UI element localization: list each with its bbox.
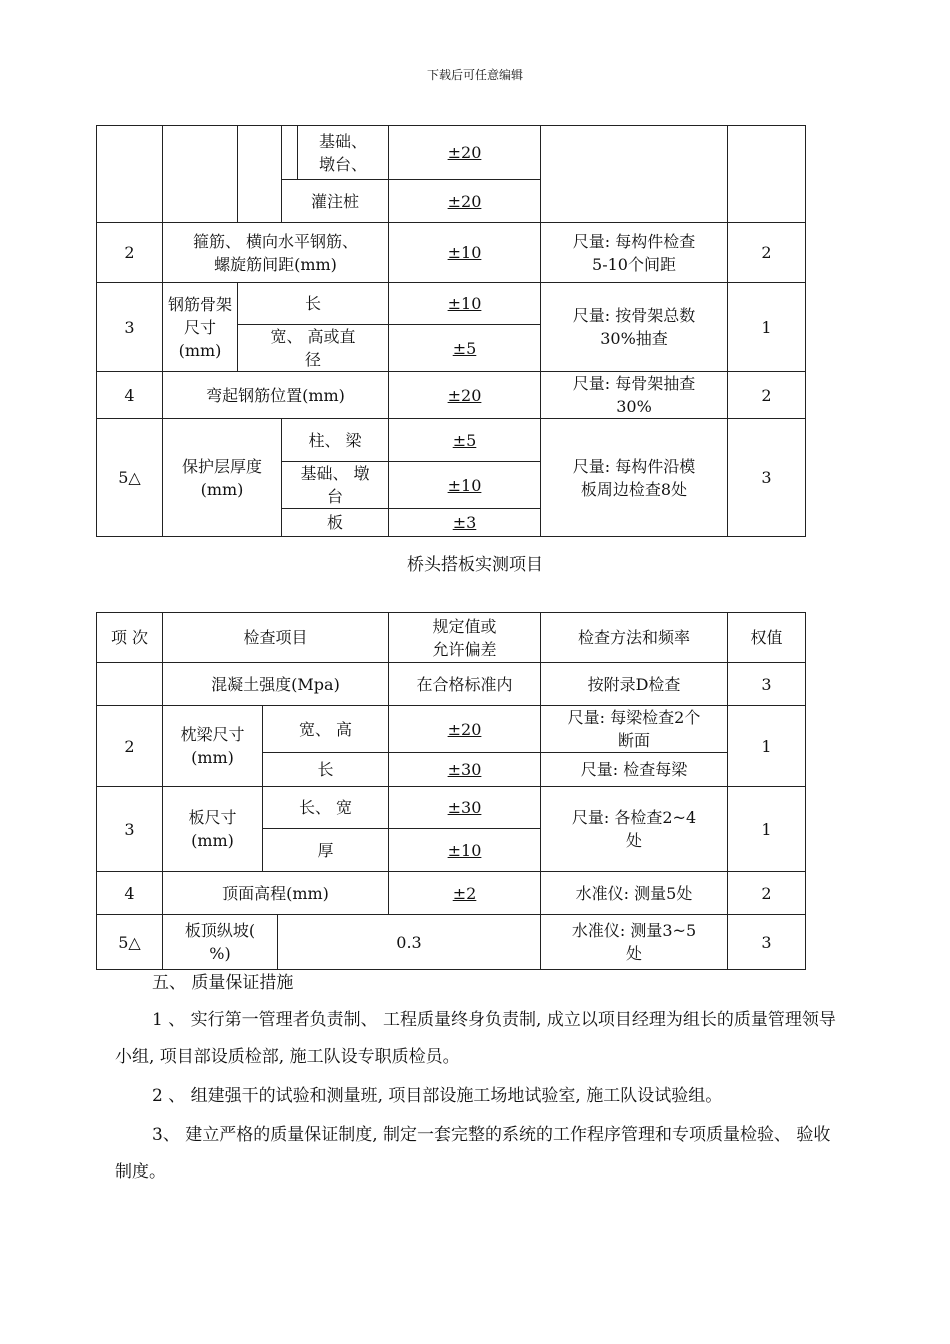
table-cell: ±10 <box>389 829 541 872</box>
table-cell: 宽、 高或直 径 <box>238 325 389 372</box>
table-cell: 厚 <box>263 829 389 872</box>
table-cell: 1 <box>728 283 806 372</box>
table-cell: 长 <box>263 753 389 787</box>
table-cell: 基础、 墩台、 <box>298 126 389 180</box>
table-cell: ±20 <box>389 372 541 419</box>
table-cell: 箍筋、 横向水平钢筋、 螺旋筋间距(mm) <box>163 223 389 283</box>
paragraph: 2 、 组建强干的试验和测量班, 项目部设施工场地试验室, 施工队设试验组。 <box>152 1086 723 1106</box>
table-cell: ±10 <box>389 223 541 283</box>
table-cell: 柱、 梁 <box>282 419 389 462</box>
table-cell: 3 <box>97 283 163 372</box>
table-cell: ±20 <box>389 126 541 180</box>
table-cell: 灌注桩 <box>282 180 389 223</box>
table-cell: ±10 <box>389 283 541 325</box>
table-cell: 板 <box>282 509 389 537</box>
table-cell: 水准仪: 测量3~5 处 <box>541 915 728 970</box>
table-title: 桥头搭板实测项目 <box>407 555 543 575</box>
table-cell: 钢筋骨架 尺寸 (mm) <box>163 283 238 372</box>
table-cell: ±2 <box>389 872 541 915</box>
table-cell: 顶面高程(mm) <box>163 872 389 915</box>
table-cell: 2 <box>728 372 806 419</box>
table-cell: ±20 <box>389 706 541 753</box>
table-cell: 4 <box>97 372 163 419</box>
table-cell: 尺量: 每构件检查 5-10个间距 <box>541 223 728 283</box>
table-cell: 1 <box>728 706 806 787</box>
table-cell: 保护层厚度 (mm) <box>163 419 282 537</box>
rebar-table <box>96 125 806 537</box>
table-cell: 基础、 墩 台 <box>282 462 389 509</box>
table-cell: 3 <box>97 787 163 872</box>
table-cell: 1 <box>728 787 806 872</box>
table-cell: ±30 <box>389 787 541 829</box>
table-cell: 5△ <box>97 419 163 537</box>
table-cell: 混凝土强度(Mpa) <box>163 663 389 706</box>
table-cell: 0.3 <box>278 915 541 970</box>
table-cell: 水准仪: 测量5处 <box>541 872 728 915</box>
table-cell: 尺量: 每骨架抽查 30% <box>541 372 728 419</box>
table-cell: 3 <box>728 915 806 970</box>
table-cell: 尺量: 按骨架总数 30%抽查 <box>541 283 728 372</box>
table-cell: 在合格标准内 <box>389 663 541 706</box>
table-cell <box>541 126 728 223</box>
table-cell: 3 <box>728 663 806 706</box>
table-cell <box>97 126 163 223</box>
paragraph: 1 、 实行第一管理者负责制、 工程质量终身负责制, 成立以项目经理为组长的质量管理领导小组, 项目部设质检部, 施工队设专职质检员。 <box>115 1010 836 1067</box>
table-cell: 2 <box>97 706 163 787</box>
table-cell: 尺量: 各检查2~4 处 <box>541 787 728 872</box>
table-cell: ±3 <box>389 509 541 537</box>
table-cell: 按附录D检查 <box>541 663 728 706</box>
table-cell: 板顶纵坡( %) <box>163 915 278 970</box>
table-header-cell: 检查项目 <box>163 613 389 663</box>
table-cell: 宽、 高 <box>263 706 389 753</box>
table-cell: 长、 宽 <box>263 787 389 829</box>
table-cell: 弯起钢筋位置(mm) <box>163 372 389 419</box>
table-header-cell: 权值 <box>728 613 806 663</box>
table-cell <box>238 126 282 223</box>
table-cell: 4 <box>97 872 163 915</box>
table-header-cell: 项 次 <box>97 613 163 663</box>
table-cell <box>97 663 163 706</box>
table-cell: 板尺寸 (mm) <box>163 787 263 872</box>
table-cell: 2 <box>97 223 163 283</box>
approach-slab-table <box>96 612 806 970</box>
table-cell: 3 <box>728 419 806 537</box>
table-cell: ±10 <box>389 462 541 509</box>
table-cell: ±30 <box>389 753 541 787</box>
table-cell: 尺量: 检查每梁 <box>541 753 728 787</box>
section-heading: 五、 质量保证措施 <box>152 973 294 993</box>
table-cell: 5△ <box>97 915 163 970</box>
table-cell <box>163 126 238 223</box>
table-cell: ±5 <box>389 419 541 462</box>
table-cell: 2 <box>728 223 806 283</box>
table-cell: 2 <box>728 872 806 915</box>
table-header-cell: 检查方法和频率 <box>541 613 728 663</box>
page-header: 下载后可任意编辑 <box>426 68 523 82</box>
table-cell: 尺量: 每构件沿模 板周边检查8处 <box>541 419 728 537</box>
table-header-cell: 规定值或 允许偏差 <box>389 613 541 663</box>
table-cell: ±20 <box>389 180 541 223</box>
table-cell <box>728 126 806 223</box>
table-cell: 尺量: 每梁检查2个 断面 <box>541 706 728 753</box>
table-cell <box>282 126 298 180</box>
table-cell: ±5 <box>389 325 541 372</box>
table-cell: 枕梁尺寸 (mm) <box>163 706 263 787</box>
table-cell: 长 <box>238 283 389 325</box>
paragraph: 3、 建立严格的质量保证制度, 制定一套完整的系统的工作程序管理和专项质量检验、 验收制度。 <box>115 1125 831 1182</box>
